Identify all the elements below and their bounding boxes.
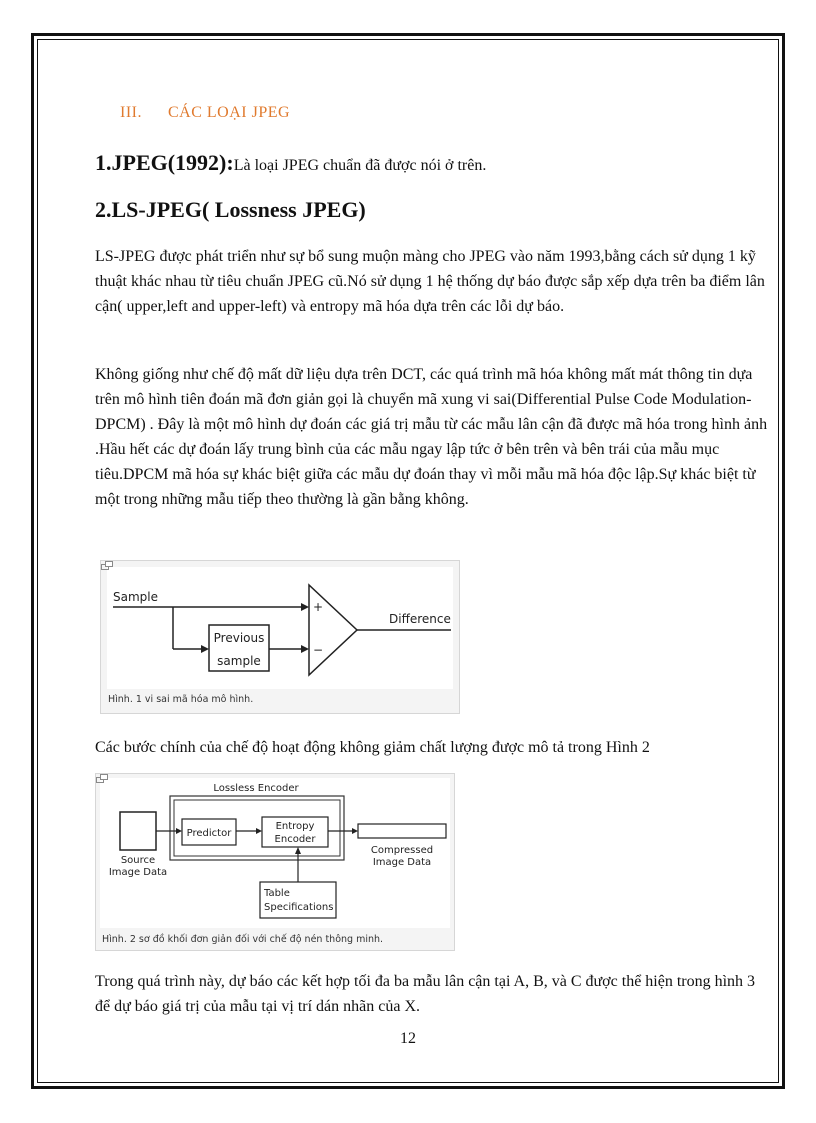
figure-2-caption: Hình. 2 sơ đồ khối đơn giản đối với chế độ nén thông minh. (102, 934, 384, 945)
fig2-encoder-title: Lossless Encoder (213, 783, 299, 794)
figure-1-caption: Hình. 1 vi sai mã hóa mô hình. (108, 694, 254, 705)
fig2-arrow-predictor (176, 828, 182, 834)
paragraph-prediction: Trong quá trình này, dự báo các kết hợp tối đa ba mẫu lân cận tại A, B, và C được thể hiện trong hình 3 để dự báo giá trị của mẫu tại vị trí dán nhãn của X. (95, 973, 756, 1015)
fig1-minus-sign: − (313, 643, 324, 657)
fig2-entropy-line1: Entropy (275, 821, 315, 832)
heading-ls-jpeg: 2.LS-JPEG( Lossness JPEG) (95, 197, 366, 222)
fig1-arrow-prev (201, 645, 209, 653)
fig2-compressed-data-box (358, 824, 446, 838)
fig2-compressed-line1: Compressed (370, 845, 434, 856)
fig2-table-line2: Specifications (264, 902, 334, 913)
enlarge-icon[interactable] (96, 774, 108, 783)
fig2-entropy-line2: Encoder (274, 834, 316, 845)
fig2-source-line1: Source (120, 855, 156, 866)
page-number: 12 (400, 1030, 416, 1047)
fig1-arrow-minus (301, 645, 309, 653)
paragraph-dpcm: Không giống như chế độ mất dữ liệu dựa trên DCT, các quá trình mã hóa không mất mát thông tin dựa trên mô hình tiên đoán mã đơn giản gọi là chuyển mã xung vi sai(Differential Pulse Code Modulation-DPCM) . Đây là một mô hình dự đoán các giá trị mẫu từ các mẫu lân cận đã được mã hóa trong hình ảnh .Hầu hết các dự đoán lấy trung bình của các mẫu ngay lập tức ở bên trên và bên trái của mẫu mục tiêu.DPCM mã hóa sự khác biệt giữa các mẫu dự đoán thay vì mỗi mẫu mã hóa độc lập.Sự khác biệt từ một trong những mẫu tiếp theo thường là gần bằng không. (95, 366, 768, 508)
figure-1-diagram (101, 561, 461, 715)
heading-jpeg-1992 (95, 150, 486, 176)
fig1-difference-label: Difference (389, 612, 451, 626)
fig1-arrow-plus (301, 603, 309, 611)
figure-2-diagram (96, 774, 456, 952)
fig2-compressed-line2: Image Data (372, 857, 432, 868)
section-heading (120, 104, 290, 122)
figure-1 (100, 560, 460, 714)
fig2-arrow-output (352, 828, 358, 834)
section-title: CÁC LOẠI JPEG (168, 104, 291, 121)
fig2-predictor-label: Predictor (186, 828, 232, 839)
fig2-source-line2: Image Data (108, 867, 168, 878)
fig1-plus-sign: + (313, 600, 324, 614)
heading-jpeg-1992-subtitle: Là loại JPEG chuẩn đã được nói ở trên. (233, 157, 487, 174)
fig2-source-image-box (120, 812, 156, 850)
fig2-arrow-entropy (256, 828, 262, 834)
paragraph-ls-jpeg-intro: LS-JPEG được phát triển như sự bổ sung muộn màng cho JPEG vào năm 1993,bằng cách sử dụng 1 kỹ thuật khác nhau từ tiêu chuẩn JPEG cũ.Nó sử dụng 1 hệ thống dự báo được sắp xếp dựa trên ba điểm lân cận( upper,left and upper-left) và entropy mã hóa dựa trên các lỗi dự báo. (95, 248, 765, 315)
fig2-table-line1: Table (264, 888, 290, 899)
fig1-subtractor-triangle (309, 585, 357, 675)
fig1-previous-line2: sample (217, 654, 261, 668)
fig1-previous-line1: Previous (213, 631, 265, 645)
section-number: III. (120, 104, 142, 121)
enlarge-icon[interactable] (101, 561, 113, 570)
heading-jpeg-1992-title: 1.JPEG(1992): (95, 150, 234, 175)
paragraph-figure-2-intro: Các bước chính của chế độ hoạt động không giảm chất lượng được mô tả trong Hình 2 (95, 739, 650, 756)
fig2-arrow-table (295, 847, 301, 854)
figure-2 (95, 773, 455, 951)
fig1-sample-label: Sample (113, 590, 158, 604)
